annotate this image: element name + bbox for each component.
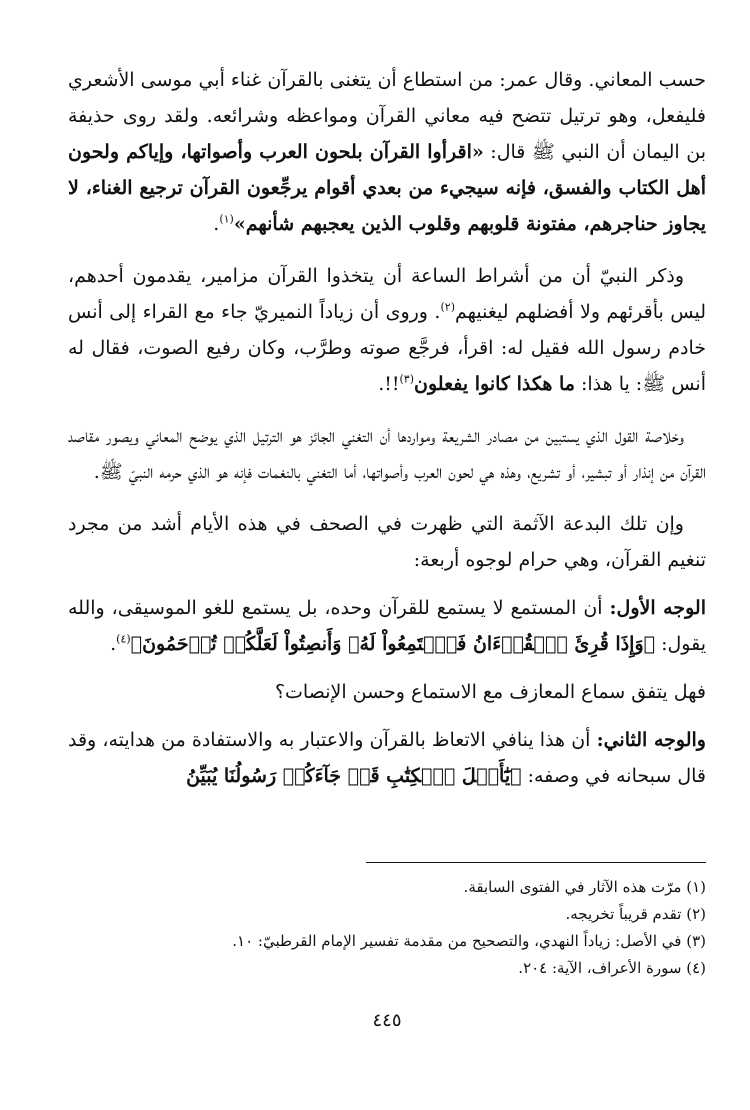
- footnote-ref-2: (٢): [440, 300, 455, 314]
- footnote-3: (٣) في الأصل: زياداً النهدي، والتصحيح من مقدمة تفسير الإمام القرطبيّ: ١٠.: [232, 932, 706, 950]
- anas-quote: ما هكذا كانوا يفعلون: [414, 373, 575, 395]
- paragraph-2-tail: !!.: [378, 373, 400, 395]
- paragraph-4-text: وإن تلك البدعة الآثمة التي ظهرت في الصحف في هذه الأيام أشد من مجرد تنغيم القرآن، وهي حرام لوجوه أربعة:: [68, 513, 706, 571]
- paragraph-6: [68, 674, 706, 710]
- quran-verse-2: ﴿يَٰٓأَهۡلَ ٱلۡكِتَٰبِ قَدۡ جَآءَكُمۡ رَسُولُنَا يُبَيِّنُ: [186, 765, 522, 787]
- footnote-ref-3: (٣): [399, 372, 415, 386]
- paragraph-5-tail: .: [110, 633, 117, 655]
- paragraph-5: [68, 590, 706, 662]
- paragraph-1-tail: .: [213, 213, 220, 235]
- paragraph-5-text: أن المستمع لا يستمع للقرآن وحده، بل يستمع للغو الموسيقى، والله يقول:: [68, 597, 706, 655]
- paragraph-6-text: فهل يتفق سماع المعازف مع الاستماع وحسن الإنصات؟: [274, 681, 706, 703]
- first-aspect-label: الوجه الأول:: [609, 597, 706, 619]
- paragraph-7: [68, 722, 706, 794]
- footnote-ref-1: (١): [219, 212, 234, 226]
- book-page: [68, 62, 706, 1072]
- footnote-1: (١) مرّت هذه الآثار في الفتوى السابقة.: [463, 878, 706, 896]
- paragraph-1-text: حسب المعاني. وقال عمر: من استطاع أن يتغنى بالقرآن غناء أبي موسى الأشعري فليفعل، وهو ترتيل تتضح فيه معاني القرآن ومواعظه وشرائعه. ولقد روى حذيفة بن اليمان أن النبي ﷺ قال:: [68, 69, 706, 163]
- paragraph-2-middle: . وروى أن زياداً النميريّ جاء مع القراء إلى أنس خادم رسول الله فقيل له: اقرأ، فرجَّع صوته وطرَّب، وكان رفيع الصوت، فقال له أنس ﷺ: يا هذا:: [68, 301, 706, 395]
- hadith-quote: «اقرأوا القرآن بلحون العرب وأصواتها، وإياكم ولحون أهل الكتاب والفسق، فإنه سيجيء من بعدي أقوام يرجِّعون القرآن ترجيع الغناء، لا يجاوز حناجرهم، مفتونة قلوبهم وقلوب الذين يعجبهم شأنهم»: [68, 141, 706, 235]
- footnote-ref-4: (٤): [116, 632, 131, 646]
- footnote-4: (٤) سورة الأعراف، الآية: ٢٠٤.: [518, 959, 706, 977]
- second-aspect-label: والوجه الثاني:: [596, 729, 706, 751]
- paragraph-3: [68, 418, 706, 490]
- footnotes: [68, 874, 706, 982]
- paragraph-2-text: وذكر النبيّ أن من أشراط الساعة أن يتخذوا القرآن مزامير، يقدمون أحدهم، ليس بأقرئهم ولا أفضلهم ليغنيهم: [68, 265, 707, 323]
- paragraph-3-text: وخلاصة القول الذي يستبين من مصادر الشريعة ومواردها أن التغني الجائز هو الترتيل الذي يوضح المعاني ويصور مقاصد القرآن من إنذار أو تبشير، أو تشريع، وهذه هي لحون العرب وأصواتها، أما التغني بالنغمات فإنه هو الذي حرمه النبيّ ﷺ.: [68, 425, 706, 483]
- footnote-divider: [366, 862, 706, 863]
- footnote-2: (٢) تقدم قريباً تخريجه.: [565, 905, 706, 923]
- paragraph-7-text: أن هذا ينافي الاتعاظ بالقرآن والاعتبار به والاستفادة من هدايته، وقد قال سبحانه في وصفه:: [68, 729, 706, 787]
- quran-verse-1: ﴿وَإِذَا قُرِئَ ٱلۡقُرۡءَانُ فَٱسۡتَمِعُواْ لَهُۥ وَأَنصِتُواْ لَعَلَّكُمۡ تُرۡحَمُونَ﴾: [130, 633, 656, 655]
- paragraph-2: [68, 258, 706, 402]
- page-number: ٤٤٥: [372, 1010, 402, 1031]
- paragraph-1: [68, 62, 706, 242]
- paragraph-4: [68, 506, 706, 578]
